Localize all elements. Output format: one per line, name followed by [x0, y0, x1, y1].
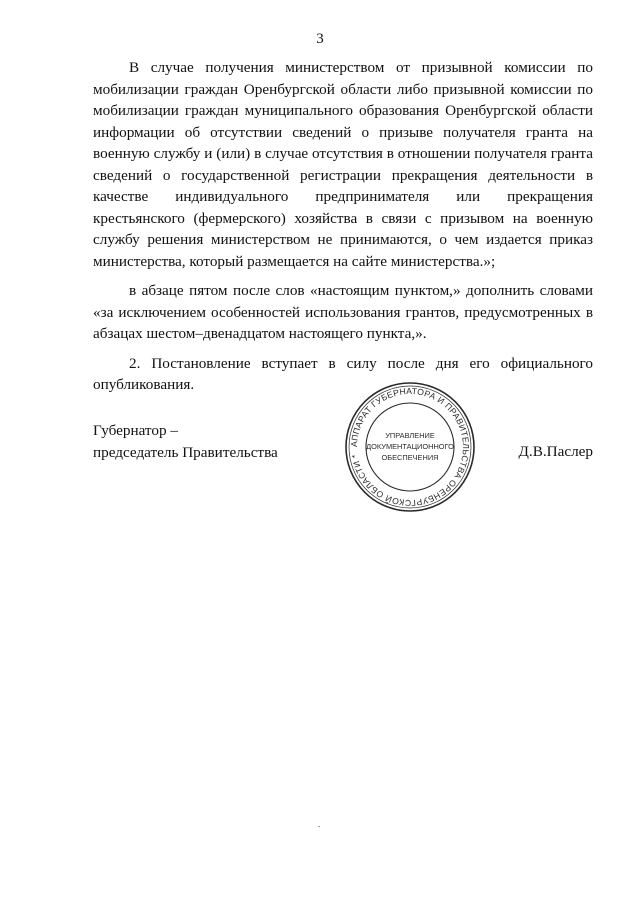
seal-outer-text: АППАРАТ ГУБЕРНАТОРА И ПРАВИТЕЛЬСТВА ОРЕНБУРГСКОЙ ОБЛАСТИ *: [348, 385, 472, 509]
signer-title: [93, 420, 278, 463]
signer-title-line-1: Губернатор –: [93, 422, 178, 439]
seal-inner-line-3: ОБЕСПЕЧЕНИЯ: [381, 453, 439, 462]
signer-title-line-2: председатель Правительства: [93, 443, 278, 461]
seal-inner-line-1: УПРАВЛЕНИЕ: [385, 431, 435, 440]
official-seal: [343, 380, 477, 514]
document-body: [93, 57, 593, 396]
page-number: 3: [316, 31, 324, 47]
seal-inner-line-2: ДОКУМЕНТАЦИОННОГО: [366, 442, 454, 451]
signature-block: [93, 385, 593, 526]
signer-name: Д.В.Паслер: [518, 443, 593, 460]
paragraph-3: 2. Постановление вступает в силу после дня его официального опубликования.: [93, 354, 593, 393]
paragraph-2: в абзаце пятом после слов «настоящим пунктом,» дополнить словами «за исключением особенностей использования грантов, предусмотренных в абзацах шестом–двенадцатом настоящего пункта,».: [93, 282, 593, 342]
paragraph-1: В случае получения министерством от призывной комиссии по мобилизации граждан Оренбургской области либо призывной комиссии по мобилизации граждан муниципального образования Оренбургской области информации об отсутствии сведений о призыве получателя гранта на военную службу и (или) в случае отсутствия в отношении получателя гранта сведений о государственной регистрации прекращения деятельности в качестве индивидуального предпринимателя или прекращения крестьянского (фермерского) хозяйства в связи с призывом на военную службу решения министерством не принимаются, о чем издается приказ министерства, который размещается на сайте министерства.»;: [93, 59, 593, 270]
scan-speck: [318, 826, 320, 827]
seal-stamp-icon: [343, 380, 477, 514]
